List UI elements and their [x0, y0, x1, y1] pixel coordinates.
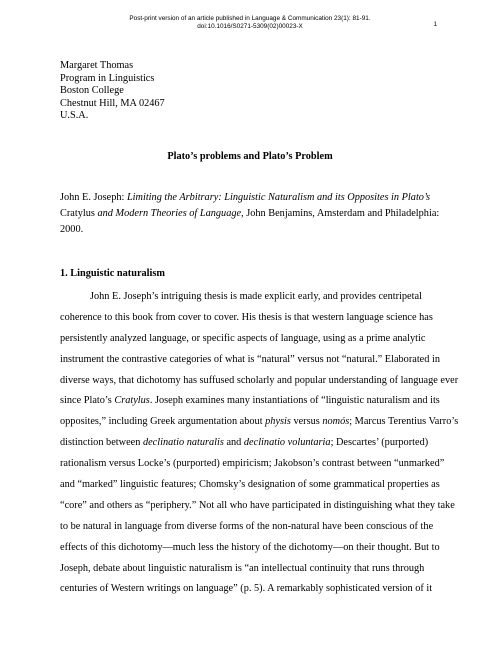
- body-italic-run: Cratylus: [114, 395, 150, 407]
- body-text-run: opposites,” including Greek argumentation about: [60, 416, 266, 428]
- header-line-doi: doi:10.1016/S0271-5309(02)00023-X: [197, 23, 303, 30]
- body-text-run: ; Marcus Terentius Varro’s: [349, 416, 459, 428]
- body-text-run: . Joseph examines many instantiations of “linguistic naturalism and its: [149, 395, 440, 407]
- body-italic-run: nomós: [322, 416, 350, 428]
- post-print-header: [0, 15, 500, 31]
- address-line: Boston College: [60, 85, 124, 96]
- body-line: [60, 415, 459, 436]
- body-line: John E. Joseph’s intriguing thesis is made explicit early, and provides centripetal: [90, 291, 422, 302]
- reference-book-title: Limiting the Arbitrary: Linguistic Naturalism and its Opposites in Plato’s: [126, 192, 431, 203]
- body-line: “core” and others as “periphery.” Not all who have participated in distinguishing what they take: [60, 499, 455, 511]
- body-line: centuries of Western writings on language” (p. 5). A remarkably sophisticated version of it: [60, 583, 433, 595]
- body-line: Joseph, debate about linguistic naturalism is “an intellectual continuity that runs through: [60, 562, 425, 574]
- body-line: to be natural in language from diverse forms of the non-natural have been conscious of the: [60, 520, 434, 532]
- book-reference: [60, 190, 452, 238]
- article-title: Plato’s problems and Plato’s Problem: [167, 151, 333, 162]
- body-italic-run: declinatio naturalis: [142, 437, 224, 449]
- reference-author: John E. Joseph:: [60, 192, 127, 203]
- body-line: coherence to this book from cover to cover. His thesis is that western language science has: [60, 311, 433, 323]
- body-line: rationalism versus Locke’s (purported) empiricism; Jakobson’s contrast between “unmarked”: [60, 458, 445, 470]
- header-line-citation: Post-print version of an article published in Language & Communication 23(1): 81-91.: [129, 15, 371, 22]
- reference-book-title-rest: and Modern Theories of Language: [94, 208, 242, 219]
- body-italic-run: physis: [265, 416, 291, 428]
- body-line: [60, 394, 452, 415]
- body-text: [60, 290, 459, 603]
- body-text-run: ; Descartes’ (purported): [330, 437, 429, 449]
- body-text-run: versus: [290, 416, 323, 428]
- reference-publisher: , John Benjamins, Amsterdam and Philadelphia:: [241, 208, 440, 219]
- page-number: 1: [433, 21, 437, 28]
- body-line: and “marked” linguistic features; Chomsky’s designation of some grammatical properties as: [60, 479, 440, 491]
- address-line: Program in Linguistics: [60, 72, 155, 84]
- body-text-run: distinction between: [60, 437, 143, 449]
- address-line: U.S.A.: [60, 110, 89, 121]
- section-heading: 1. Linguistic naturalism: [60, 268, 165, 279]
- reference-year: 2000.: [60, 224, 84, 235]
- body-italic-run: declinatio voluntaria: [243, 437, 331, 449]
- address-line: Chestnut Hill, MA 02467: [60, 97, 165, 109]
- body-text-run: and: [223, 437, 244, 449]
- address-line: Margaret Thomas: [60, 60, 134, 71]
- reference-book-title-cratylus: Cratylus: [60, 208, 95, 219]
- body-line: instrument the contrastive categories of what is “natural” versus not “natural.” Elaborated in: [60, 353, 440, 365]
- body-line: [60, 436, 452, 457]
- body-text-run: since Plato’s: [60, 395, 115, 407]
- body-line: persistently analyzed language, or specific aspects of language, using as a prime analytic: [60, 332, 426, 344]
- body-line: diverse ways, that dichotomy has suffused scholarly and popular understanding of language ever: [60, 374, 459, 386]
- body-line: effects of this dichotomy—much less the history of the dichotomy—on their thought. But to: [60, 541, 440, 553]
- author-address: [60, 60, 165, 123]
